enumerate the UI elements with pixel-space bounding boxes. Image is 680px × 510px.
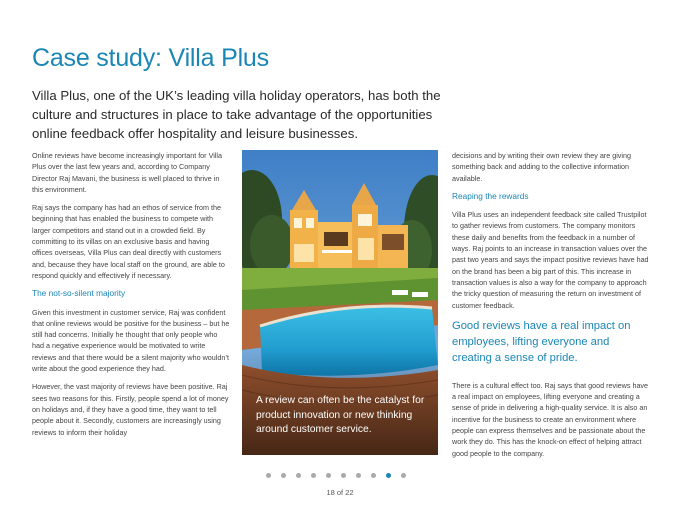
page-title: Case study: Villa Plus [32, 44, 269, 72]
page-dot[interactable] [311, 473, 316, 478]
page-dot[interactable] [326, 473, 331, 478]
page-dot[interactable] [266, 473, 271, 478]
villa-photo [242, 150, 438, 455]
page-dot[interactable] [341, 473, 346, 478]
left-paragraph-3: Given this investment in customer service, Raj was confident that online reviews would be positive for the business – but he still had concerns. Initially he thought that only people who had a negative experience would be motivated to write reviews and that there would be a silent majority who wouldn’t write about the good experience they had. [32, 307, 230, 374]
page-dot[interactable] [401, 473, 406, 478]
right-paragraph-2: Villa Plus uses an independent feedback site called Trustpilot to gather reviews from customers. The company monitors these daily and benefits from the feedback in a number of ways. Raj points to an increase in transaction values over the past two years and says the impact positive reviews have had on the brand has been a big part of this. This increase in transaction values is also a way for the company to approach the tricky question of measuring the return on investment of customer feedback. [452, 210, 649, 310]
left-paragraph-2: Raj says the company has had an ethos of service from the beginning that has enabled the business to compete with larger competitors and stand out in a crowded field. By committing to its villas on an exclusive basis and having offices overseas, Villa Plus can deal directly with customers and, because they have local staff on the ground, are able to respond quickly and effectively if necessary. [32, 203, 225, 280]
page-dot[interactable] [281, 473, 286, 478]
section-heading-majority: The not-so-silent majority [32, 288, 126, 299]
left-paragraph-1: Online reviews have become increasingly important for Villa Plus over the last few years and, according to Company Director Raj Mavani, the business is well placed to thrive in this environment. [32, 151, 223, 194]
page-dot[interactable] [371, 473, 376, 478]
pull-quote: Good reviews have a real impact on employees, lifting everyone and creating a sense of pride. [452, 319, 631, 364]
intro-paragraph: Villa Plus, one of the UK’s leading villa holiday operators, has both the culture and structures in place to take advantage of the opportunities online feedback offer hospitality and leisure businesses. [32, 88, 441, 141]
page-indicator-dots [266, 473, 406, 481]
page-dot-active[interactable] [386, 473, 391, 478]
right-paragraph-1: decisions and by writing their own review they are giving something back and adding to the collective information available. [452, 151, 631, 183]
page-number: 18 of 22 [326, 488, 354, 497]
left-column [32, 150, 230, 445]
right-column [452, 150, 652, 466]
page-dot[interactable] [356, 473, 361, 478]
page-dot[interactable] [296, 473, 301, 478]
photo-caption: A review can often be the catalyst for product innovation or new thinking around customer service. [256, 395, 425, 435]
left-paragraph-4: However, the vast majority of reviews have been positive. Raj sees two reasons for this. Firstly, people spend a lot of money on holidays and, if they have a good time, they want to tell people about it. Secondly, customers are increasingly using reviews to inform their holiday [32, 382, 229, 437]
right-paragraph-3: There is a cultural effect too. Raj says that good reviews have a real impact on employees, lifting everyone and creating a sense of pride in delivering a high-quality service. It is also an incentive for the business to create an environment where people can express themselves and be passionate about the work they do. This has the knock-on effect of helping attract good people to the company. [452, 380, 649, 458]
section-heading-rewards: Reaping the rewards [452, 190, 529, 201]
